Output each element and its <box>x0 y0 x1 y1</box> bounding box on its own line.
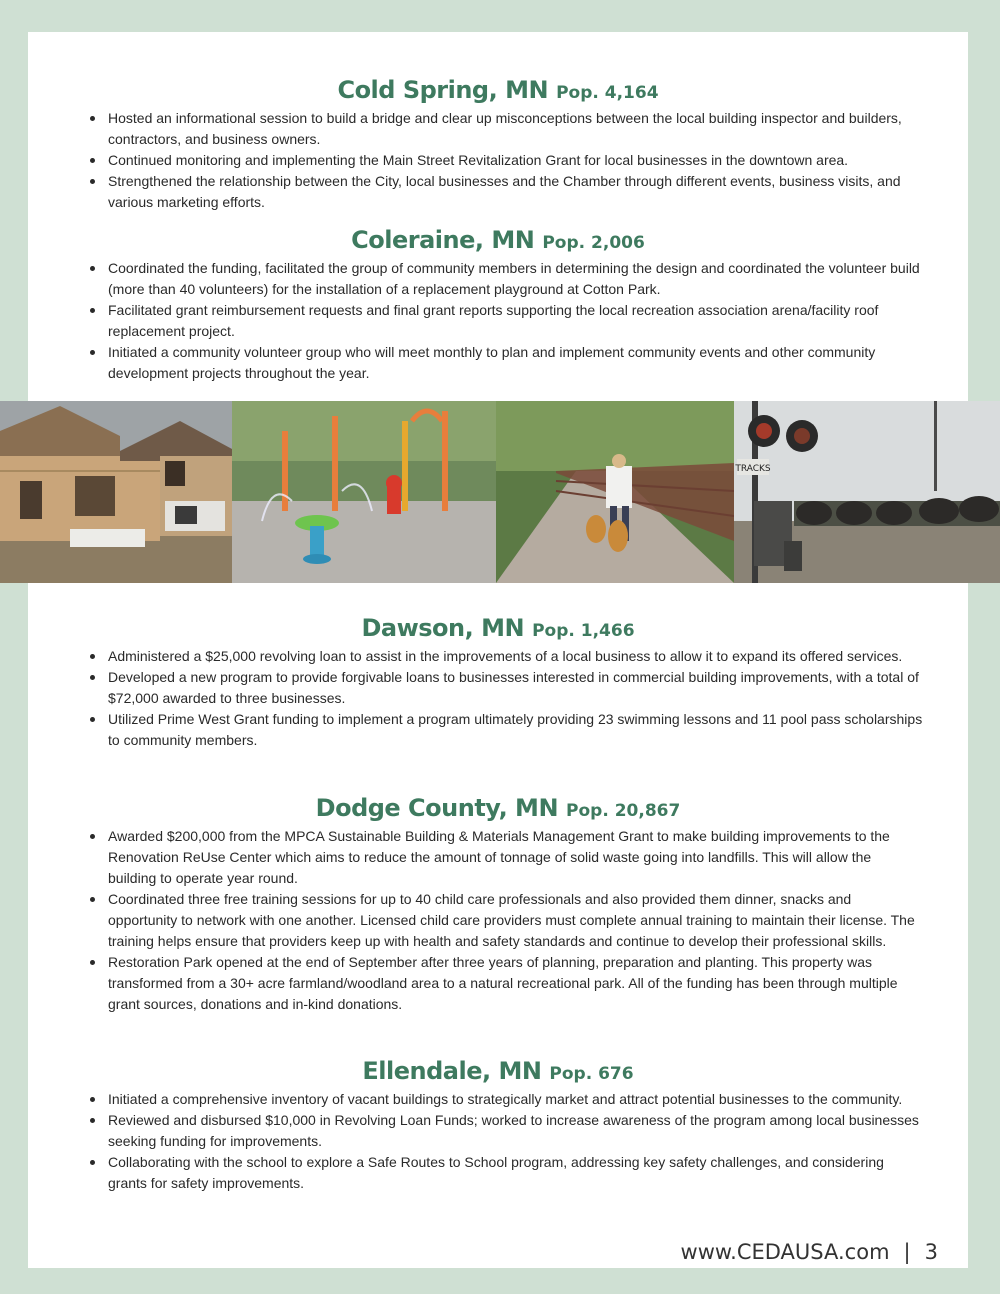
population: Pop. 20,867 <box>566 801 681 821</box>
section-heading <box>28 790 968 826</box>
population: Pop. 1,466 <box>532 621 635 641</box>
list-item: Hosted an informational session to build a bridge and clear up misconceptions between the local building inspector and builders, contractors, and business owners. <box>108 108 923 150</box>
list-item: Restoration Park opened at the end of September after three years of planning, preparation and planting. This property was transformed from a 30+ acre farmland/woodland area to a natural recreational park. All of the funding has been through multiple grant sources, donations and in-kind donations. <box>108 952 923 1015</box>
bullet-list <box>28 646 923 751</box>
photo-railroad-crossing <box>734 401 1000 583</box>
photo-trail-bridge <box>496 401 734 583</box>
section-heading <box>28 610 968 646</box>
section-heading <box>28 72 968 108</box>
city-name: Ellendale, MN <box>362 1057 542 1085</box>
website-link[interactable]: www.CEDAUSA.com <box>680 1240 890 1264</box>
section-cold-spring <box>28 72 968 213</box>
list-item: Coordinated the funding, facilitated the group of community members in determining the design and coordinated the volunteer build (more than 40 volunteers) for the installation of a replacement playground at Cotton Park. <box>108 258 923 300</box>
list-item: Collaborating with the school to explore a Safe Routes to School program, addressing key safety challenges, and considering grants for safety improvements. <box>108 1152 923 1194</box>
bullet-list <box>28 258 923 384</box>
list-item: Reviewed and disbursed $10,000 in Revolving Loan Funds; worked to increase awareness of the program among local businesses seeking funding for improvements. <box>108 1110 923 1152</box>
list-item: Administered a $25,000 revolving loan to assist in the improvements of a local business to allow it to expand its offered services. <box>108 646 923 667</box>
photo-strip <box>0 401 1000 583</box>
list-item: Facilitated grant reimbursement requests and final grant reports supporting the local recreation association arena/facility roof replacement project. <box>108 300 923 342</box>
section-ellendale <box>28 1053 968 1194</box>
footer-separator: | <box>903 1240 911 1264</box>
list-item: Coordinated three free training sessions for up to 40 child care professionals and also provided them dinner, snacks and opportunity to network with one another. Licensed child care providers must complete annual training to maintain their license. The training helps ensure that providers keep up with health and safety standards and continue to develop their professional skills. <box>108 889 923 952</box>
section-heading <box>28 1053 968 1089</box>
bullet-list <box>28 108 923 213</box>
page-number: 3 <box>924 1240 938 1264</box>
footer <box>681 1240 938 1264</box>
population: Pop. 676 <box>549 1064 634 1084</box>
list-item: Strengthened the relationship between the City, local businesses and the Chamber through different events, business visits, and various marketing efforts. <box>108 171 923 213</box>
section-coleraine <box>28 222 968 384</box>
list-item: Utilized Prime West Grant funding to implement a program ultimately providing 23 swimming lessons and 11 pool pass scholarships to community members. <box>108 709 923 751</box>
list-item: Initiated a comprehensive inventory of vacant buildings to strategically market and attract potential businesses to the community. <box>108 1089 923 1110</box>
page <box>28 32 968 1268</box>
city-name: Cold Spring, MN <box>337 76 549 104</box>
city-name: Coleraine, MN <box>351 226 535 254</box>
list-item: Developed a new program to provide forgivable loans to businesses interested in commercial building improvements, with a total of $72,000 awarded to three businesses. <box>108 667 923 709</box>
population: Pop. 2,006 <box>542 233 645 253</box>
city-name: Dawson, MN <box>361 614 525 642</box>
section-dawson <box>28 610 968 751</box>
list-item: Initiated a community volunteer group who will meet monthly to plan and implement community events and other community development projects throughout the year. <box>108 342 923 384</box>
city-name: Dodge County, MN <box>315 794 559 822</box>
section-heading <box>28 222 968 258</box>
section-dodge-county <box>28 790 968 1015</box>
photo-house-construction <box>0 401 232 583</box>
population: Pop. 4,164 <box>556 83 659 103</box>
bullet-list <box>28 826 923 1015</box>
list-item: Awarded $200,000 from the MPCA Sustainable Building & Materials Management Grant to make building improvements to the Renovation ReUse Center which aims to reduce the amount of tonnage of solid waste going into landfills. This will allow the building to operate year round. <box>108 826 923 889</box>
photo-splash-pad <box>232 401 496 583</box>
crossing-sign-text: TRACKS <box>735 464 771 474</box>
bullet-list <box>28 1089 923 1194</box>
list-item: Continued monitoring and implementing the Main Street Revitalization Grant for local businesses in the downtown area. <box>108 150 923 171</box>
